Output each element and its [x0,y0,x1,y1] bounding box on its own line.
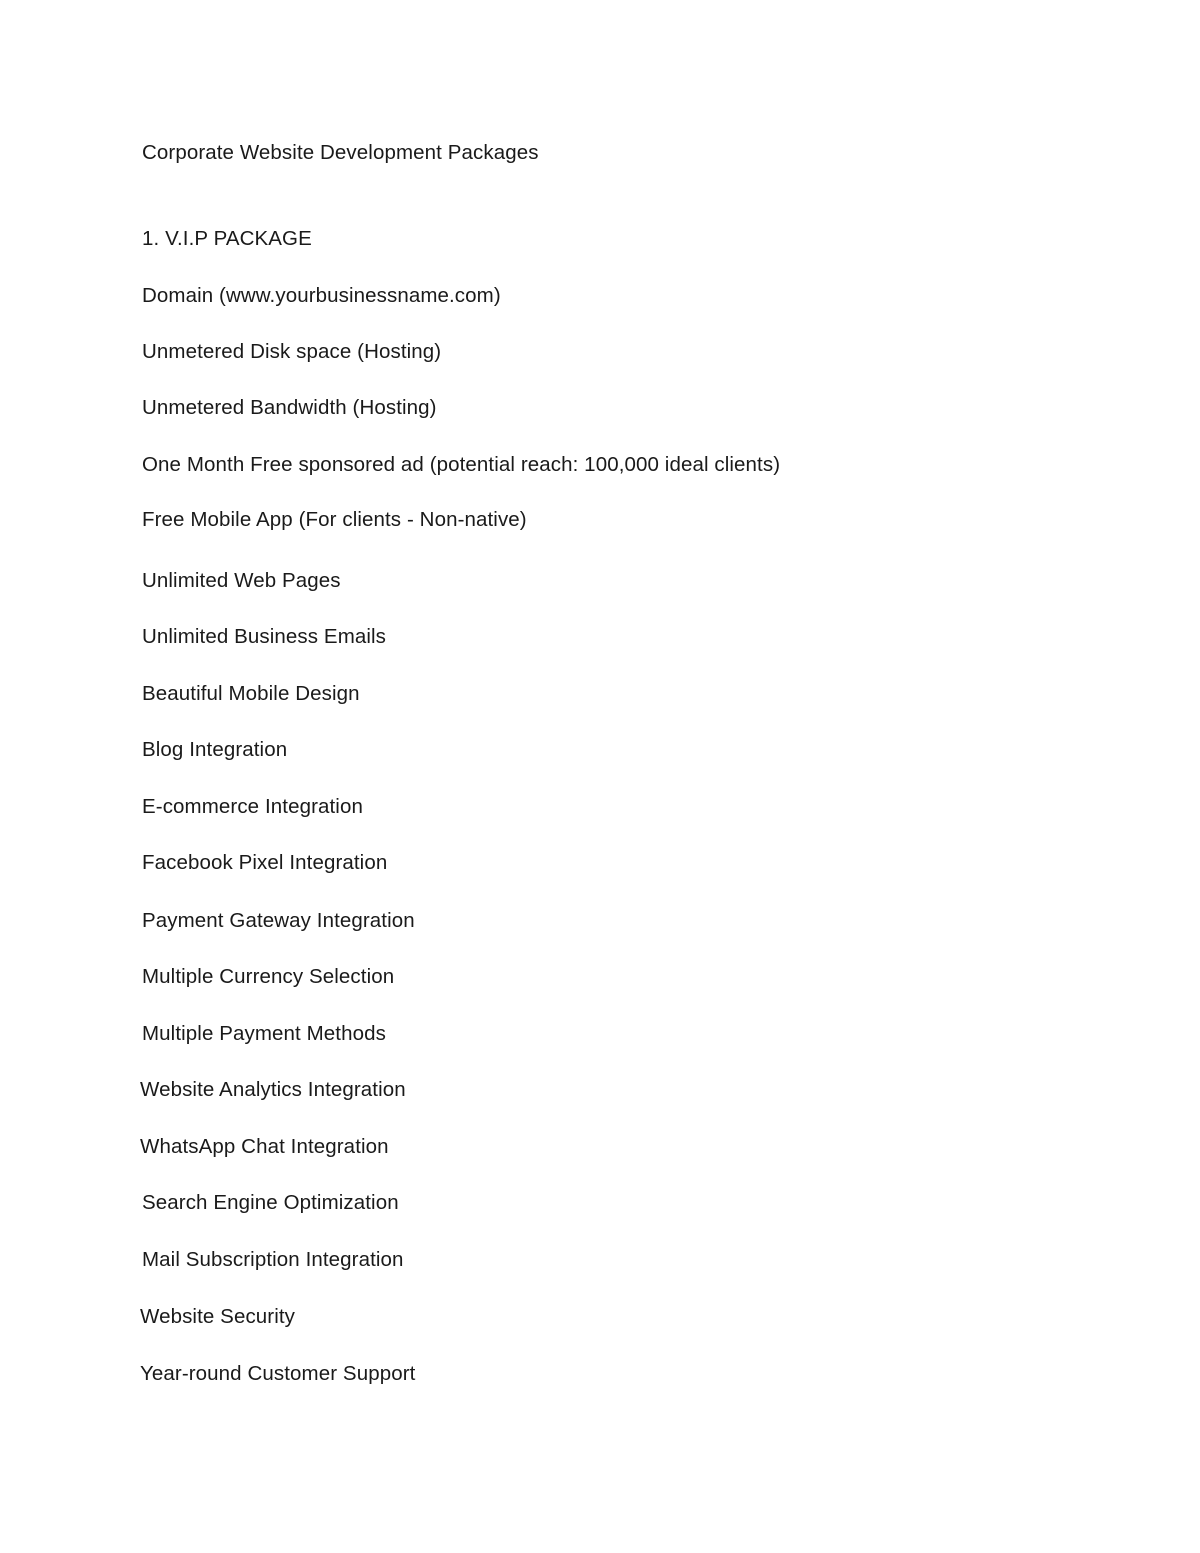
feature-customer-support: Year-round Customer Support [140,1362,416,1385]
feature-domain: Domain (www.yourbusinessname.com) [142,284,501,307]
feature-payment-gateway: Payment Gateway Integration [142,909,415,932]
feature-currency-selection: Multiple Currency Selection [142,965,395,988]
feature-security: Website Security [140,1305,296,1328]
feature-blog: Blog Integration [142,738,288,761]
feature-analytics: Website Analytics Integration [140,1078,406,1101]
feature-seo: Search Engine Optimization [142,1191,399,1214]
feature-mail-subscription: Mail Subscription Integration [142,1248,404,1271]
document-title: Corporate Website Development Packages [142,141,539,164]
feature-web-pages: Unlimited Web Pages [142,569,341,592]
feature-whatsapp-chat: WhatsApp Chat Integration [140,1135,389,1158]
feature-disk-space: Unmetered Disk space (Hosting) [142,340,442,363]
feature-business-emails: Unlimited Business Emails [142,625,387,648]
feature-ecommerce: E-commerce Integration [142,795,363,818]
feature-mobile-app: Free Mobile App (For clients - Non-native) [142,508,527,531]
feature-sponsored-ad: One Month Free sponsored ad (potential reach: 100,000 ideal clients) [142,453,781,476]
feature-mobile-design: Beautiful Mobile Design [142,682,360,705]
feature-bandwidth: Unmetered Bandwidth (Hosting) [142,396,437,419]
feature-payment-methods: Multiple Payment Methods [142,1022,386,1045]
feature-facebook-pixel: Facebook Pixel Integration [142,851,388,874]
package-heading: 1. V.I.P PACKAGE [142,227,312,250]
